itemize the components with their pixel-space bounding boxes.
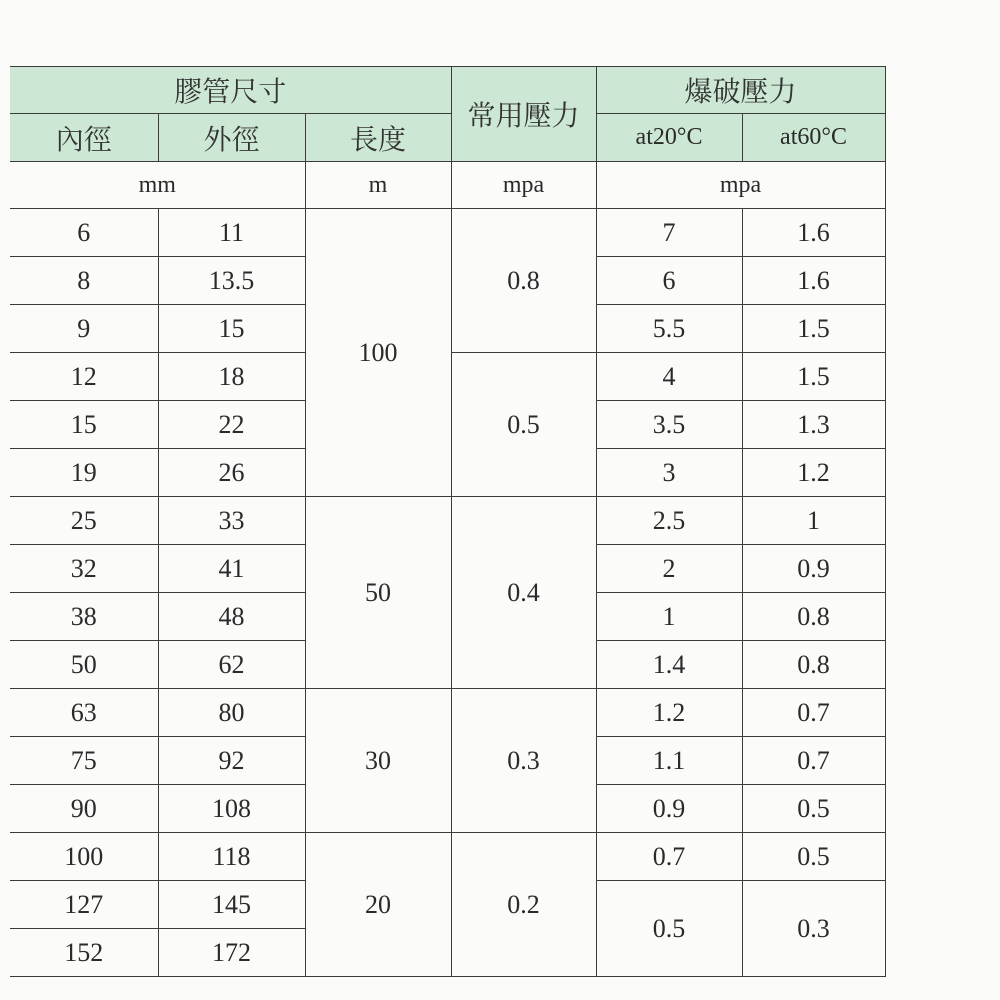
burst-60c-cell: 0.7 — [742, 737, 885, 785]
outer-diameter-cell: 80 — [158, 689, 305, 737]
burst-20c-cell: 1 — [596, 593, 742, 641]
burst-60c-cell: 0.5 — [742, 833, 885, 881]
units-row — [10, 162, 885, 209]
length-cell: 50 — [305, 497, 451, 689]
header-row-2 — [10, 114, 885, 162]
burst-pressure-header: 爆破壓力 — [596, 67, 885, 114]
length-header: 長度 — [305, 114, 451, 162]
inner-diameter-cell: 9 — [10, 305, 158, 353]
outer-diameter-cell: 118 — [158, 833, 305, 881]
burst-20c-cell: 0.5 — [596, 881, 742, 977]
outer-diameter-cell: 33 — [158, 497, 305, 545]
burst-20c-cell: 1.2 — [596, 689, 742, 737]
length-cell: 20 — [305, 833, 451, 977]
burst-60c-cell: 0.7 — [742, 689, 885, 737]
outer-diameter-cell: 15 — [158, 305, 305, 353]
working-pressure-cell: 0.8 — [451, 209, 596, 353]
header-row-1 — [10, 67, 885, 114]
burst-60c-cell: 1.6 — [742, 257, 885, 305]
burst-60c-cell: 0.5 — [742, 785, 885, 833]
working-pressure-cell: 0.5 — [451, 353, 596, 497]
burst-60c-cell: 1.2 — [742, 449, 885, 497]
outer-diameter-cell: 18 — [158, 353, 305, 401]
length-unit: m — [305, 162, 451, 209]
burst-20c-cell: 0.7 — [596, 833, 742, 881]
inner-diameter-cell: 6 — [10, 209, 158, 257]
burst-20c-cell: 2.5 — [596, 497, 742, 545]
table-row — [10, 209, 885, 257]
burst-20c-cell: 5.5 — [596, 305, 742, 353]
outer-diameter-header: 外徑 — [158, 114, 305, 162]
length-cell: 30 — [305, 689, 451, 833]
inner-diameter-cell: 75 — [10, 737, 158, 785]
burst-60c-cell: 1.6 — [742, 209, 885, 257]
outer-diameter-cell: 172 — [158, 929, 305, 977]
working-pressure-cell: 0.2 — [451, 833, 596, 977]
hose-spec-table — [10, 66, 886, 977]
outer-diameter-cell: 41 — [158, 545, 305, 593]
outer-diameter-cell: 108 — [158, 785, 305, 833]
burst-20c-cell: 1.4 — [596, 641, 742, 689]
burst-60c-cell: 0.3 — [742, 881, 885, 977]
outer-diameter-cell: 13.5 — [158, 257, 305, 305]
inner-diameter-cell: 100 — [10, 833, 158, 881]
length-cell: 100 — [305, 209, 451, 497]
outer-diameter-cell: 22 — [158, 401, 305, 449]
working-pressure-header: 常用壓力 — [451, 67, 596, 162]
table-row — [10, 833, 885, 881]
inner-diameter-cell: 12 — [10, 353, 158, 401]
inner-diameter-cell: 8 — [10, 257, 158, 305]
outer-diameter-cell: 26 — [158, 449, 305, 497]
burst-60c-header: at60°C — [742, 114, 885, 162]
inner-diameter-cell: 50 — [10, 641, 158, 689]
inner-diameter-cell: 38 — [10, 593, 158, 641]
outer-diameter-cell: 145 — [158, 881, 305, 929]
inner-diameter-cell: 32 — [10, 545, 158, 593]
burst-20c-header: at20°C — [596, 114, 742, 162]
burst-unit: mpa — [596, 162, 885, 209]
outer-diameter-cell: 48 — [158, 593, 305, 641]
outer-diameter-cell: 92 — [158, 737, 305, 785]
inner-diameter-cell: 127 — [10, 881, 158, 929]
burst-60c-cell: 0.8 — [742, 641, 885, 689]
inner-diameter-cell: 63 — [10, 689, 158, 737]
burst-60c-cell: 1.5 — [742, 305, 885, 353]
burst-20c-cell: 3.5 — [596, 401, 742, 449]
burst-20c-cell: 6 — [596, 257, 742, 305]
burst-60c-cell: 0.8 — [742, 593, 885, 641]
working-unit: mpa — [451, 162, 596, 209]
inner-diameter-cell: 90 — [10, 785, 158, 833]
diameter-unit: mm — [10, 162, 305, 209]
burst-20c-cell: 4 — [596, 353, 742, 401]
burst-20c-cell: 2 — [596, 545, 742, 593]
inner-diameter-cell: 152 — [10, 929, 158, 977]
outer-diameter-cell: 11 — [158, 209, 305, 257]
burst-60c-cell: 1.3 — [742, 401, 885, 449]
burst-60c-cell: 0.9 — [742, 545, 885, 593]
table-row — [10, 689, 885, 737]
burst-20c-cell: 0.9 — [596, 785, 742, 833]
inner-diameter-header: 內徑 — [10, 114, 158, 162]
burst-20c-cell: 3 — [596, 449, 742, 497]
inner-diameter-cell: 25 — [10, 497, 158, 545]
burst-60c-cell: 1.5 — [742, 353, 885, 401]
working-pressure-cell: 0.4 — [451, 497, 596, 689]
working-pressure-cell: 0.3 — [451, 689, 596, 833]
inner-diameter-cell: 19 — [10, 449, 158, 497]
burst-20c-cell: 1.1 — [596, 737, 742, 785]
burst-20c-cell: 7 — [596, 209, 742, 257]
inner-diameter-cell: 15 — [10, 401, 158, 449]
burst-60c-cell: 1 — [742, 497, 885, 545]
outer-diameter-cell: 62 — [158, 641, 305, 689]
hose-size-header: 膠管尺寸 — [10, 67, 451, 114]
table-row — [10, 497, 885, 545]
